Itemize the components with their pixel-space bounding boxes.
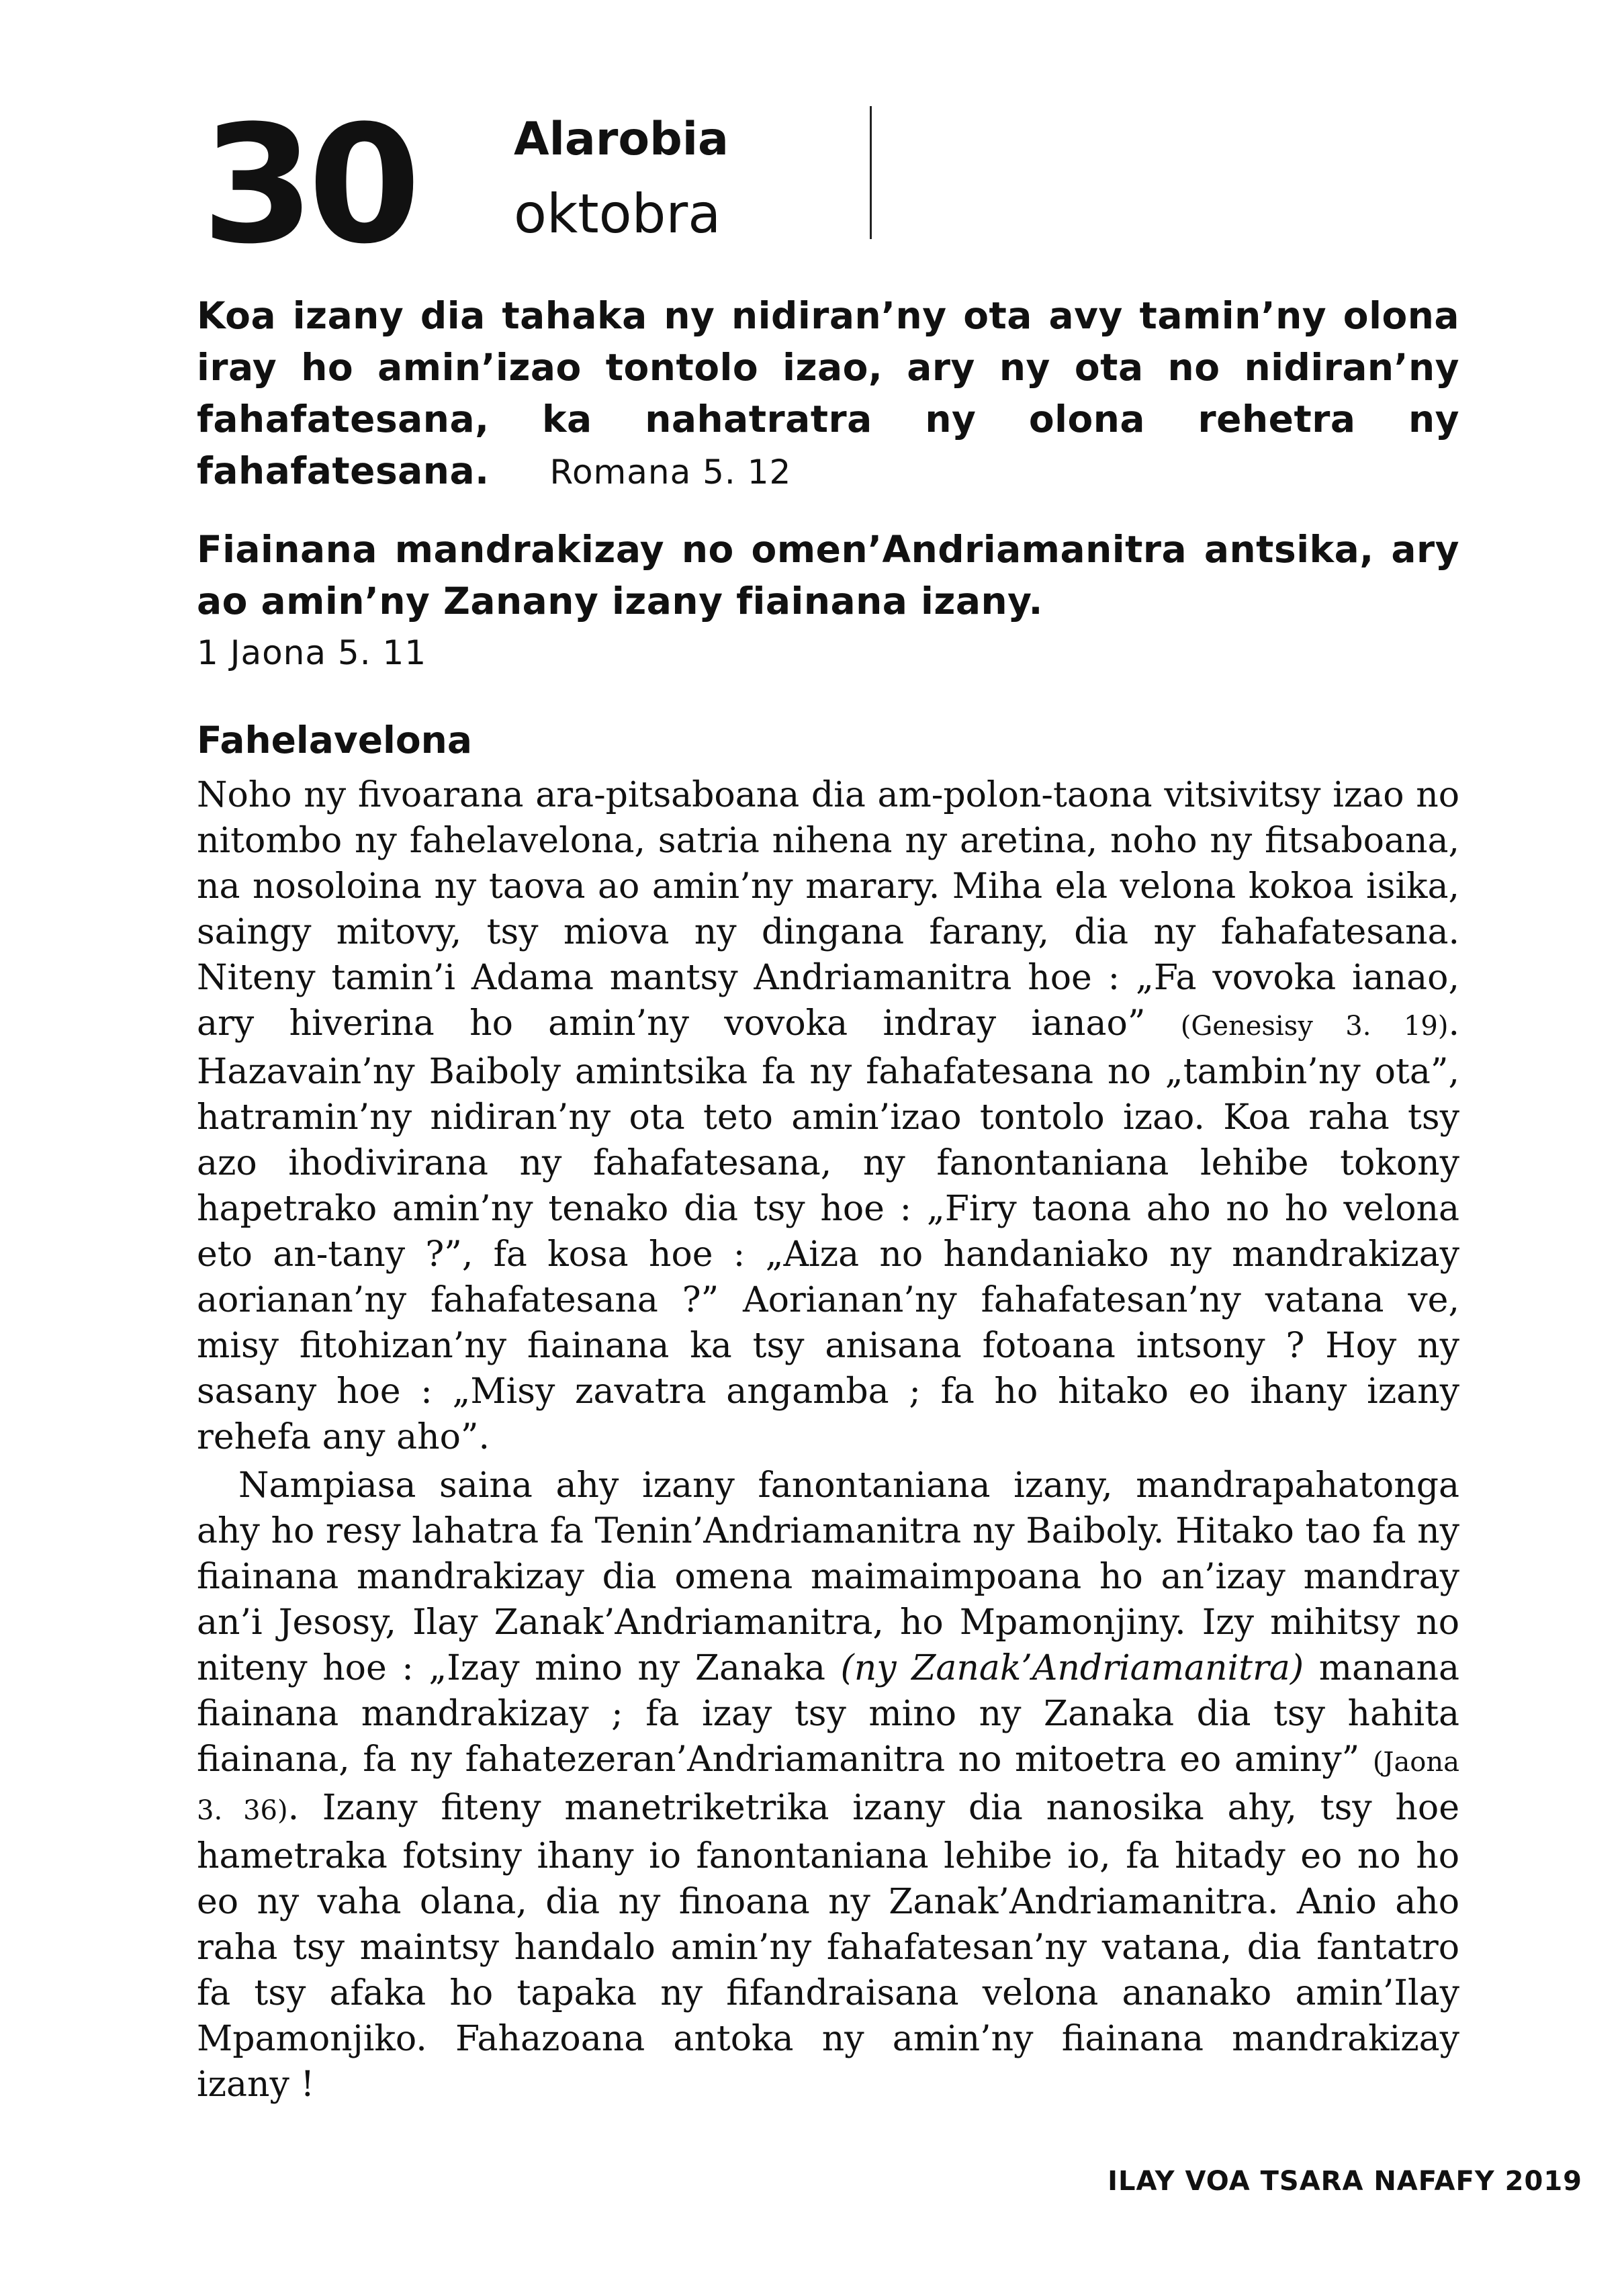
month: oktobra bbox=[514, 183, 721, 245]
header-divider bbox=[870, 106, 872, 239]
date-header bbox=[201, 91, 940, 280]
weekday: Alarobia bbox=[514, 113, 729, 166]
italic-aside: (ny Zanak’Andriamanitra) bbox=[840, 1648, 1304, 1688]
footer-publication: ILAY VOA TSARA NAFAFY 2019 bbox=[1108, 2166, 1582, 2197]
paragraph-text: . Hazavain’ny Baiboly amintsika fa ny fahafatesana no „tambin’ny ota”, hatramin’ny nidiran’ny ota teto amin’izao tontolo izao. Koa raha tsy azo ihodivirana ny fahafatesana, ny fanontaniana lehibe tokony hapetrako amin’ny tenako dia tsy hoe : „Firy taona aho no ho velona eto an-tany ?”, fa kosa hoe : „Aiza no handaniako ny mandrakizay aorianan’ny fahafatesana ?” Aorianan’ny fahafatesan’ny vatana ve, misy fitohizan’ny fiainana ka tsy anisana fotoana intsony ? Hoy ny sasany hoe : „Misy zavatra angamba ; fa ho hitako eo ihany izany rehefa any aho”. bbox=[197, 1003, 1459, 1457]
paragraph-text: Nampiasa saina ahy izany fanontaniana izany, mandrapahatonga ahy ho resy lahatra fa Tenin’Andriamanitra ny Baiboly. Hitako tao fa ny fiainana mandrakizay dia omena maimaimpoana ho an’izay mandray an’i Jesosy, Ilay Zanak’Andriamanitra, ho Mpamonjiny. Izy mihitsy no niteny hoe : „Izay mino ny Zanaka bbox=[197, 1465, 1459, 1688]
verse-reference: Romana 5. 12 bbox=[549, 453, 792, 492]
paragraph-text: . Izany fiteny manetriketrika izany dia nanosika ahy, tsy hoe hametraka fotsiny ihany io fanontaniana lehibe io, fa hitady eo no ho eo ny vaha olana, dia ny finoana ny Zanak’Andriamanitra. Anio aho raha tsy maintsy handalo amin’ny fahafatesan’ny vatana, dia fantatro fa tsy afaka ho tapaka ny fifandraisana velona ananako amin’Ilay Mpamonjiko. Fahazoana antoka ny amin’ny fiainana mandrakizay izany ! bbox=[197, 1788, 1459, 2105]
verse-text: Fiainana mandrakizay no omen’Andriamanitra antsika, ary ao amin’ny Zanany izany fiainana izany. bbox=[197, 528, 1459, 623]
paragraph-text: Noho ny fivoarana ara-pitsaboana dia am-polon-taona vitsivitsy izao no nitombo ny fahelavelona, satria nihena ny aretina, noho ny fitsaboana, na nosoloina ny taova ao amin’ny marary. Miha ela velona kokoa isika, saingy mitovy, tsy miova ny dingana farany, dia ny fahafatesana. Niteny tamin’i Adama mantsy Andriamanitra hoe : „Fa vovoka ianao, ary hiverina ho amin’ny vovoka indray ianao” bbox=[197, 775, 1459, 1044]
paragraph-text: manana fiainana mandrakizay ; fa izay tsy mino ny Zanaka dia tsy hahita fiainana, fa ny fahatezeran’Andriamanitra no mitoetra eo aminy” bbox=[197, 1648, 1459, 1780]
verse-romans bbox=[197, 290, 1459, 498]
section-title: Fahelavelona bbox=[197, 719, 472, 762]
scripture-citation: (Jaona 3. 36) bbox=[197, 1747, 1459, 1826]
verse-text: Koa izany dia tahaka ny nidiran’ny ota avy tamin’ny olona iray ho amin’izao tontolo izao, ary ny ota no nidiran’ny fahafatesana, ka nahatratra ny olona rehetra ny fahafatesana. bbox=[197, 294, 1459, 492]
scripture-citation: (Genesisy 3. 19) bbox=[1180, 1011, 1449, 1042]
day-number: 30 bbox=[201, 91, 414, 280]
paragraph bbox=[197, 772, 1459, 1460]
paragraph bbox=[197, 1463, 1459, 2107]
verse-john bbox=[197, 524, 1459, 627]
verse-reference: 1 Jaona 5. 11 bbox=[197, 633, 427, 672]
meditation-body bbox=[197, 772, 1459, 2107]
